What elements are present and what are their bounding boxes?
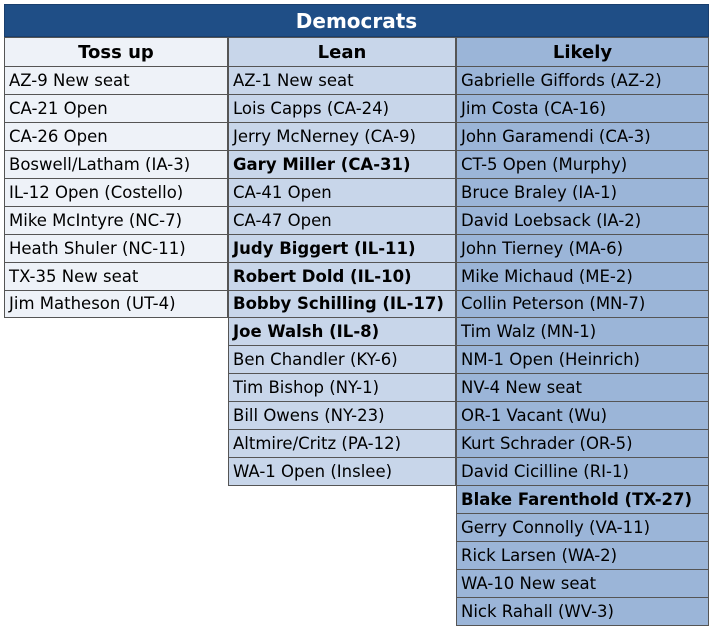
- column-lean: [228, 37, 456, 486]
- table-cell: Lois Capps (CA-24): [228, 95, 456, 123]
- table-cell: CA-21 Open: [4, 95, 228, 123]
- table-cell: Collin Peterson (MN-7): [456, 291, 709, 319]
- table-cell: CT-5 Open (Murphy): [456, 151, 709, 179]
- table-cell: CA-26 Open: [4, 123, 228, 151]
- column-likely: [456, 37, 709, 626]
- table-cell: Altmire/Critz (PA-12): [228, 430, 456, 458]
- table-cell: Bobby Schilling (IL-17): [228, 291, 456, 319]
- table-cell: NV-4 New seat: [456, 374, 709, 402]
- table-cell: Ben Chandler (KY-6): [228, 346, 456, 374]
- table-cell: Gary Miller (CA-31): [228, 151, 456, 179]
- table-cell: Joe Walsh (IL-8): [228, 318, 456, 346]
- column-header-lean: Lean: [228, 37, 456, 67]
- table-cell: Gerry Connolly (VA-11): [456, 514, 709, 542]
- table-cell: IL-12 Open (Costello): [4, 179, 228, 207]
- table-cell: AZ-1 New seat: [228, 67, 456, 95]
- table-cell: TX-35 New seat: [4, 263, 228, 291]
- table-cell: Heath Shuler (NC-11): [4, 235, 228, 263]
- table-cell: Jim Costa (CA-16): [456, 95, 709, 123]
- table-cell: CA-41 Open: [228, 179, 456, 207]
- table-cell: OR-1 Vacant (Wu): [456, 402, 709, 430]
- table-cell: WA-1 Open (Inslee): [228, 458, 456, 486]
- table-cell: Gabrielle Giffords (AZ-2): [456, 67, 709, 95]
- table-cell: Bill Owens (NY-23): [228, 402, 456, 430]
- table-cell: Boswell/Latham (IA-3): [4, 151, 228, 179]
- table-cell: Bruce Braley (IA-1): [456, 179, 709, 207]
- column-header-likely: Likely: [456, 37, 709, 67]
- table-cell: Robert Dold (IL-10): [228, 263, 456, 291]
- table-cell: Nick Rahall (WV-3): [456, 598, 709, 626]
- column-toss-up: [4, 37, 228, 318]
- table-cell: David Cicilline (RI-1): [456, 458, 709, 486]
- table-cell: David Loebsack (IA-2): [456, 207, 709, 235]
- table-cell: Rick Larsen (WA-2): [456, 542, 709, 570]
- table-cell: Blake Farenthold (TX-27): [456, 486, 709, 514]
- table-cell: Kurt Schrader (OR-5): [456, 430, 709, 458]
- table-cell: Mike Michaud (ME-2): [456, 263, 709, 291]
- table-cell: Tim Walz (MN-1): [456, 318, 709, 346]
- table-cell: John Tierney (MA-6): [456, 235, 709, 263]
- column-header-toss-up: Toss up: [4, 37, 228, 67]
- table-cell: NM-1 Open (Heinrich): [456, 346, 709, 374]
- table-cell: Judy Biggert (IL-11): [228, 235, 456, 263]
- table-cell: Mike McIntyre (NC-7): [4, 207, 228, 235]
- table-cell: Jerry McNerney (CA-9): [228, 123, 456, 151]
- table-cell: Jim Matheson (UT-4): [4, 291, 228, 319]
- table-cell: CA-47 Open: [228, 207, 456, 235]
- table-cell: WA-10 New seat: [456, 570, 709, 598]
- table-cell: AZ-9 New seat: [4, 67, 228, 95]
- table-cell: Tim Bishop (NY-1): [228, 374, 456, 402]
- table-title: Democrats: [4, 4, 709, 37]
- table-cell: John Garamendi (CA-3): [456, 123, 709, 151]
